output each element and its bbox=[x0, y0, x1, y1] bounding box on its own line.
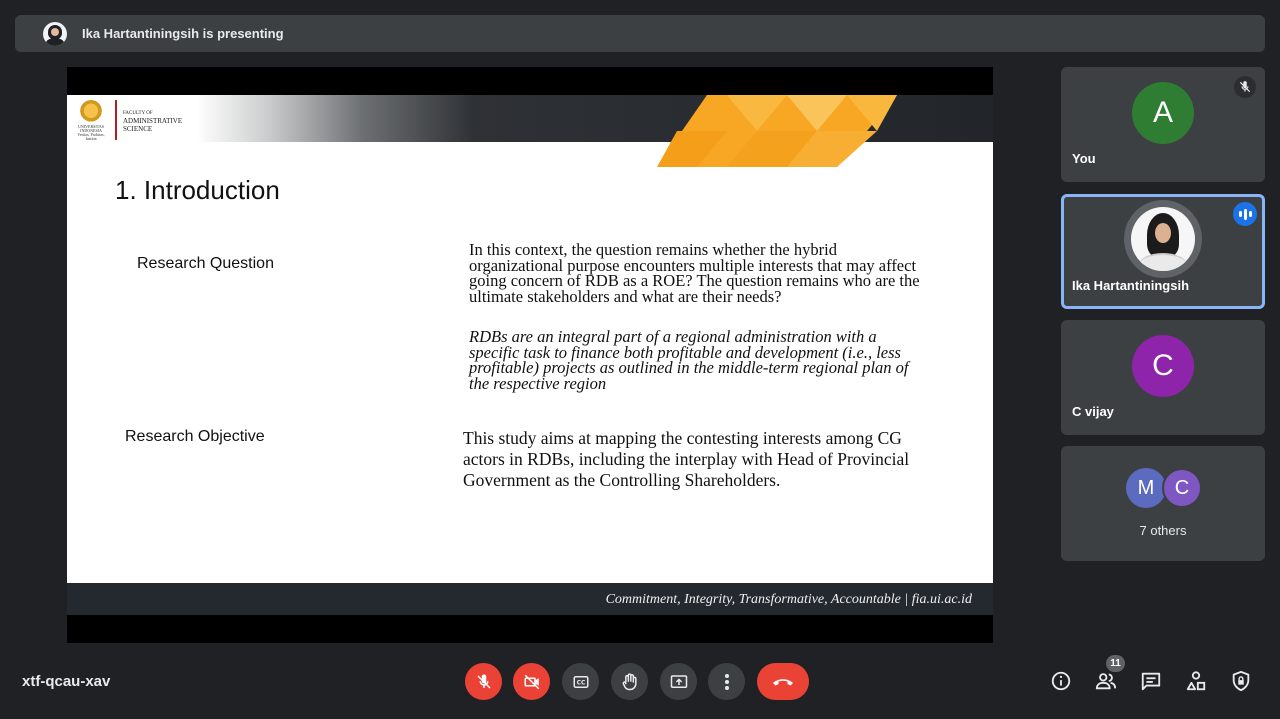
avatar: A bbox=[1132, 82, 1194, 144]
university-logo bbox=[77, 99, 197, 139]
avatar: M bbox=[1126, 468, 1166, 508]
hang-up-icon bbox=[771, 676, 795, 688]
avatar bbox=[1131, 207, 1195, 271]
presenting-text: Ika Hartantiningsih is presenting bbox=[82, 26, 284, 41]
participant-tile-c-vijay[interactable] bbox=[1061, 320, 1265, 435]
mic-off-icon bbox=[475, 673, 493, 691]
logo-name-line2: SCIENCE bbox=[123, 125, 153, 133]
logo-name-line1: ADMINISTRATIVE bbox=[123, 117, 183, 125]
others-tile[interactable] bbox=[1061, 446, 1265, 561]
research-objective-text: This study aims at mapping the contesting interests among CG actors in RDBs, including the interplay with Head of Provincial Government as the Controlling Shareholders. bbox=[463, 428, 910, 490]
mic-toggle-button[interactable] bbox=[465, 663, 502, 700]
host-controls-button[interactable] bbox=[1227, 667, 1255, 695]
raise-hand-button[interactable] bbox=[611, 663, 648, 700]
people-icon bbox=[1094, 670, 1118, 692]
slide-footer-text: Commitment, Integrity, Transformative, Accountable | fia.ui.ac.id bbox=[605, 592, 972, 607]
svg-text:CC: CC bbox=[576, 679, 585, 687]
shared-screen bbox=[67, 67, 993, 643]
university-emblem-icon bbox=[79, 100, 103, 124]
activities-icon bbox=[1185, 670, 1207, 692]
camera-off-icon bbox=[522, 673, 542, 691]
meeting-code: xtf-qcau-xav bbox=[22, 673, 111, 690]
info-icon bbox=[1050, 670, 1072, 692]
hand-icon bbox=[620, 672, 640, 692]
research-question-label: Research Question bbox=[137, 255, 274, 272]
activities-button[interactable] bbox=[1182, 667, 1210, 695]
logo-name bbox=[123, 117, 182, 133]
present-screen-icon bbox=[669, 673, 689, 691]
participant-name: C vijay bbox=[1072, 404, 1114, 419]
slide-footer bbox=[67, 583, 993, 615]
captions-icon bbox=[571, 673, 591, 691]
chat-icon bbox=[1140, 670, 1162, 692]
participant-tile-you[interactable] bbox=[1061, 67, 1265, 182]
logo-divider bbox=[115, 100, 117, 140]
participant-name: Ika Hartantiningsih bbox=[1072, 278, 1190, 293]
mic-off-icon bbox=[1234, 76, 1256, 98]
research-question-note: RDBs are an integral part of a regional administration with a specific task to finance both profitable and development (i.e., less profitable) projects as outlined in the middle-term regional plan of the respective region bbox=[469, 327, 909, 393]
more-options-button[interactable] bbox=[708, 663, 745, 700]
speaking-indicator-icon bbox=[1233, 202, 1257, 226]
shield-lock-icon bbox=[1230, 670, 1252, 692]
decorative-diamonds bbox=[657, 95, 897, 167]
presenter-avatar bbox=[43, 22, 67, 46]
research-question-text: In this context, the question remains whether the hybrid organizational purpose encounters multiple interests that may affect going concern of RDB as a ROE? The question remains who are the ultimate stakeholders and what are their needs? bbox=[469, 240, 920, 306]
chat-button[interactable] bbox=[1137, 667, 1165, 695]
people-count-badge: 11 bbox=[1106, 655, 1125, 672]
participant-name: You bbox=[1072, 151, 1096, 166]
others-label: 7 others bbox=[1139, 523, 1187, 538]
presenting-bar bbox=[15, 15, 1265, 52]
avatar: C bbox=[1162, 468, 1202, 508]
presentation-slide bbox=[67, 95, 993, 615]
research-objective-label: Research Objective bbox=[125, 428, 265, 445]
more-vert-icon bbox=[724, 673, 730, 691]
leave-call-button[interactable] bbox=[757, 663, 809, 700]
slide-title: 1. Introduction bbox=[115, 175, 280, 205]
present-screen-button[interactable] bbox=[660, 663, 697, 700]
camera-toggle-button[interactable] bbox=[513, 663, 550, 700]
logo-faculty: FACULTY OF bbox=[123, 111, 153, 116]
meeting-details-button[interactable] bbox=[1047, 667, 1075, 695]
participant-tile-ika[interactable] bbox=[1061, 194, 1265, 309]
captions-button[interactable] bbox=[562, 663, 599, 700]
avatar: C bbox=[1132, 335, 1194, 397]
logo-subtitle: UNIVERSITAS INDONESIA Veritas, Probitas, Iustitia bbox=[77, 124, 105, 141]
